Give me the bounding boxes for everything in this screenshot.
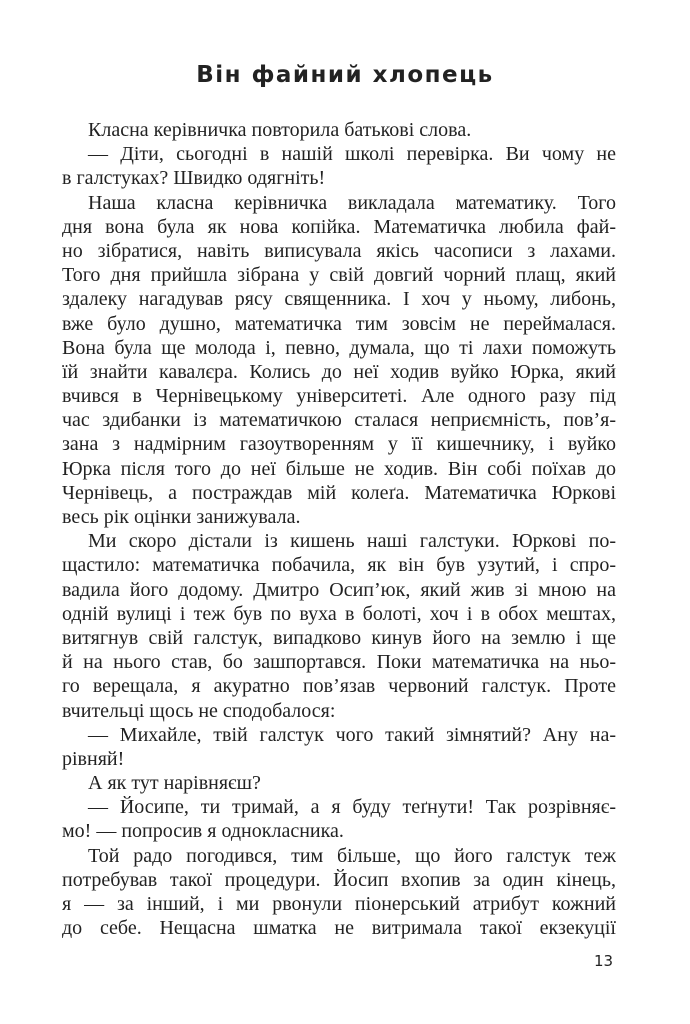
- text-line: го верещала, я акуратно пов’язав червоний галстук. Проте: [62, 675, 616, 698]
- text-line: — Йосипе, ти тримай, а я буду теґнути! Так розрівняє-: [88, 796, 616, 819]
- text-line: А як тут нарівняєш?: [88, 772, 261, 795]
- text-line: до себе. Нещасна шматка не витримала такої екзекуції: [62, 917, 616, 940]
- text-line: вадила його додому. Дмитро Осип’юк, який жив зі мною на: [62, 578, 616, 601]
- text-line: дня вона була як нова копійка. Математичка любила фай-: [62, 215, 616, 238]
- chapter-title: Він файний хлопець: [196, 62, 494, 88]
- text-line: — Михайле, твій галстук чого такий зімнятий? Ану на-: [88, 723, 616, 746]
- text-line: в галстуках? Швидко одягніть!: [62, 167, 326, 190]
- text-line: Вона була ще молода і, певно, думала, що ті лахи поможуть: [62, 336, 616, 359]
- text-line: Той радо погодився, тим більше, що його галстук теж: [88, 844, 616, 867]
- text-line: здалеку нагадував рясу священника. І хоч у ньому, либонь,: [62, 288, 616, 311]
- text-line: мо! — попросив я однокласника.: [62, 820, 344, 843]
- text-line: Класна керівничка повторила батькові слова.: [88, 119, 472, 141]
- text-line: вчився в Чернівецькому університеті. Але одного разу під: [62, 385, 616, 408]
- page-number: 13: [594, 952, 614, 970]
- text-line: витягнув свій галстук, випадково кинув його на землю і ще: [62, 626, 616, 649]
- text-line: зана з надмірним газоутворенням у її кишечнику, і вуйко: [62, 433, 616, 456]
- text-line: — Діти, сьогодні в нашій школі перевірка. Ви чому не: [88, 143, 616, 166]
- text-line: Чернівець, а постраждав мій колеґа. Математичка Юркові: [62, 481, 616, 504]
- text-line: вчительці щось не сподобалося:: [62, 699, 336, 722]
- text-line: потребував такої процедури. Йосип вхопив за один кінець,: [62, 868, 616, 891]
- text-line: я — за інший, і ми рвонули піонерський атрибут кожний: [62, 893, 616, 915]
- text-line: весь рік оцінки занижувала.: [62, 506, 301, 528]
- text-line: щастило: математичка побачила, як він був узутий, і спро-: [62, 554, 616, 577]
- body-text: [62, 118, 616, 940]
- text-line: Ми скоро дістали із кишень наші галстуки. Юркові по-: [88, 530, 616, 553]
- text-line: вже було душно, математичка тим зовсім не переймалася.: [62, 312, 616, 335]
- text-line: їй знайти кавалєра. Колись до неї ходив вуйко Юрка, який: [62, 360, 616, 383]
- text-line: Юрка після того до неї більше не ходив. Він собі поїхав до: [62, 457, 616, 480]
- text-line: рівняй!: [62, 747, 125, 770]
- text-line: й на нього став, бо зашпортався. Поки математичка на ньо-: [62, 651, 616, 674]
- text-line: одній вулиці і теж був по вуха в болоті, хоч і в обох мештах,: [62, 602, 616, 625]
- text-line: Наша класна керівничка викладала математику. Того: [88, 191, 616, 214]
- text-line: час здибанки із математичкою сталася неприємність, пов’я-: [62, 409, 616, 432]
- text-line: но зібратися, навіть виписувала якісь часописи з лахами.: [62, 239, 616, 262]
- text-line: Того дня прийшла зібрана у свій довгий чорний плащ, який: [62, 264, 616, 287]
